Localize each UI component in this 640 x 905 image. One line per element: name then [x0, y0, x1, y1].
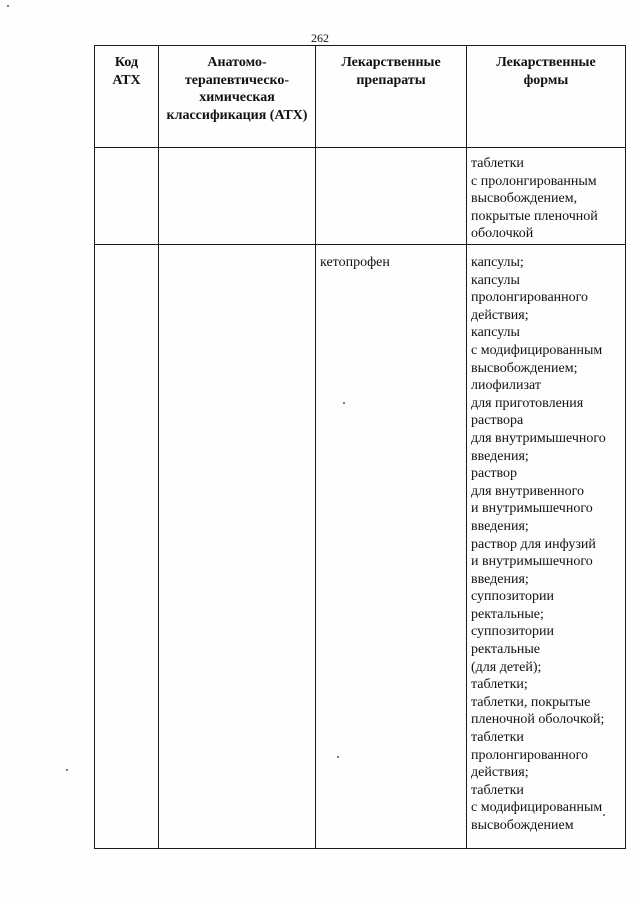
table-row — [95, 245, 626, 849]
cell-atc-classification — [159, 148, 316, 245]
dosage-form-line: ректальные; — [471, 606, 544, 622]
dosage-form-line: раствор для инфузий — [471, 536, 596, 552]
dosage-form-line: действия; — [471, 765, 529, 781]
header-drugs: Лекарственные препараты — [316, 46, 467, 148]
dosage-form-line: (для детей); — [471, 659, 542, 675]
scan-speck — [603, 814, 605, 816]
dosage-form-line: пролонгированного — [471, 290, 589, 306]
dosage-form-line: введения; — [471, 518, 529, 534]
dosage-form-line: суппозитории — [471, 589, 554, 605]
dosage-form-line: таблетки — [471, 730, 524, 746]
dosage-form-line: таблетки — [471, 782, 524, 798]
scan-speck — [7, 5, 9, 7]
dosage-form-line: для внутривенного — [471, 483, 585, 499]
dosage-form-line: таблетки — [471, 156, 524, 171]
cell-atc-classification — [159, 245, 316, 849]
dosage-form-line: покрытые пленочной — [471, 208, 598, 224]
dosage-forms-list — [467, 245, 625, 835]
dosage-form-line: введения; — [471, 448, 529, 464]
scan-speck — [66, 769, 68, 771]
dosage-form-line: введения; — [471, 571, 529, 587]
table-row — [95, 148, 626, 245]
cell-dosage-forms — [467, 148, 626, 245]
cell-atc-code — [95, 148, 159, 245]
dosage-form-line: высвобождением, — [471, 191, 578, 207]
dosage-form-line: высвобождением — [471, 818, 574, 833]
dosage-form-line: раствора — [471, 413, 524, 429]
dosage-form-line: и внутримышечного — [471, 554, 593, 570]
dosage-form-line: капсулы; — [471, 255, 524, 270]
atc-table — [94, 45, 626, 849]
dosage-form-line: пленочной оболочкой; — [471, 712, 605, 728]
drug-name: кетопрофен — [320, 255, 390, 270]
dosage-form-line: раствор — [471, 466, 518, 482]
dosage-form-line: капсулы — [471, 272, 520, 288]
dosage-form-line: с пролонгированным — [471, 173, 597, 189]
dosage-forms-list — [467, 148, 625, 243]
dosage-form-line: для внутримышечного — [471, 430, 606, 446]
cell-drug — [316, 148, 467, 245]
dosage-form-line: ректальные — [471, 642, 540, 658]
dosage-form-line: таблетки, покрытые — [471, 694, 591, 710]
dosage-form-line: таблетки; — [471, 677, 528, 693]
scan-speck — [337, 756, 339, 758]
table-header-row — [95, 46, 626, 148]
cell-atc-code — [95, 245, 159, 849]
page-number: 262 — [311, 31, 329, 45]
header-atc-code: Код АТХ — [95, 46, 159, 148]
dosage-form-line: действия; — [471, 307, 529, 323]
dosage-form-line: с модифицированным — [471, 800, 603, 816]
dosage-form-line: с модифицированным — [471, 342, 603, 358]
dosage-form-line: суппозитории — [471, 624, 554, 640]
dosage-form-line: капсулы — [471, 325, 520, 341]
dosage-form-line: лиофилизат — [471, 378, 542, 394]
scan-speck — [343, 402, 345, 404]
dosage-form-line: и внутримышечного — [471, 501, 593, 517]
dosage-form-line: для приготовления — [471, 395, 584, 411]
cell-dosage-forms — [467, 245, 626, 849]
header-dosage-forms: Лекарственные формы — [467, 46, 626, 148]
dosage-form-line: высвобождением; — [471, 360, 578, 376]
dosage-form-line: пролонгированного — [471, 747, 589, 763]
header-atc-classification: Анатомо-терапевтическо-химическая классификация (АТХ) — [159, 46, 316, 148]
dosage-form-line: оболочкой — [471, 226, 534, 242]
